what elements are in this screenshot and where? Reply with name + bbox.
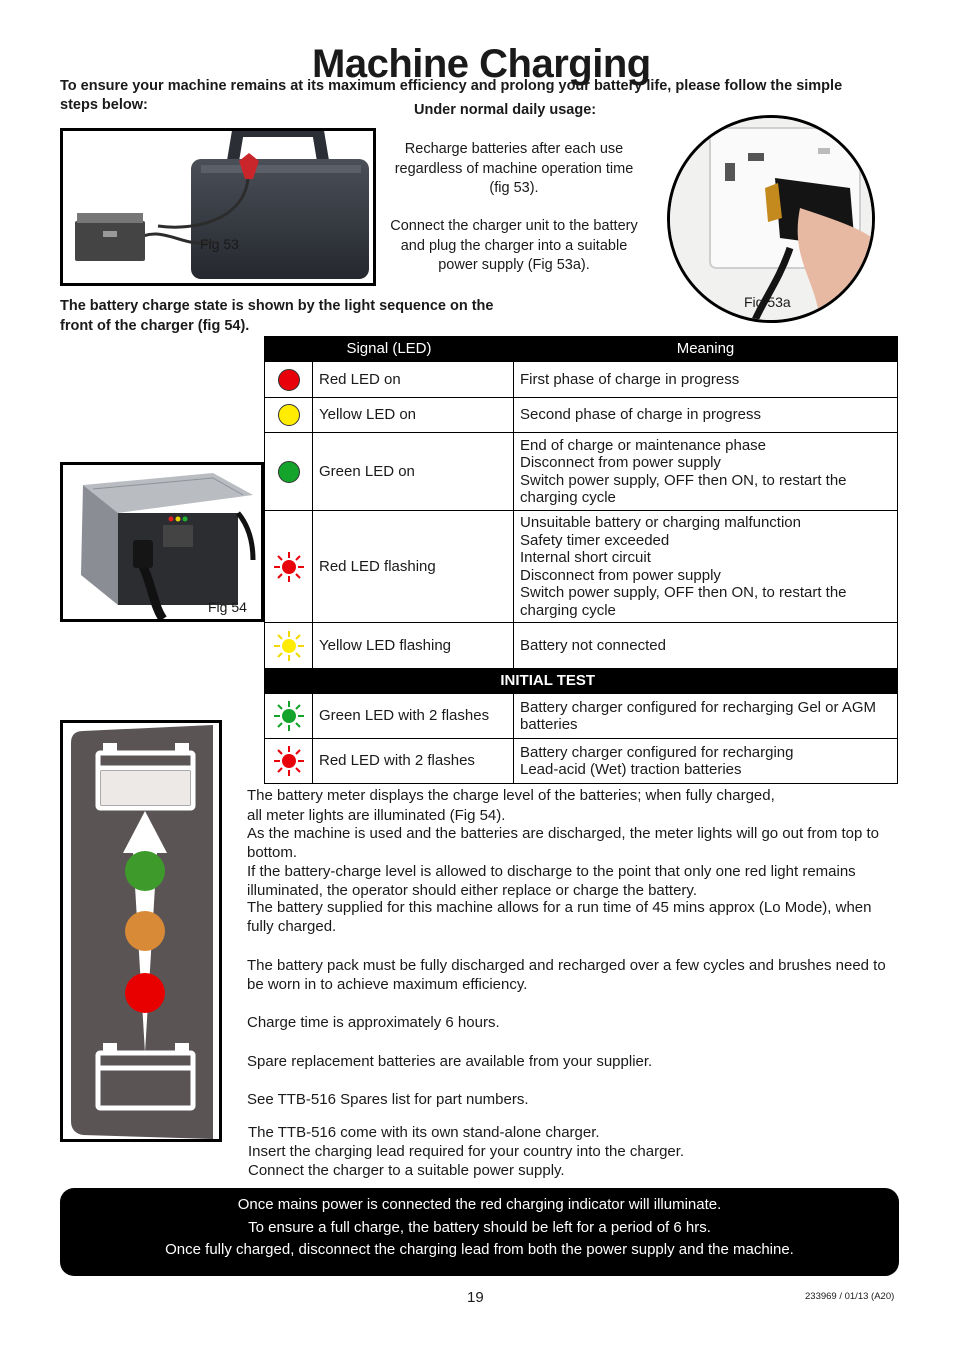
battery-meter-paragraph-4: The battery supplied for this machine allows for a run time of 45 mins approx (Lo Mode), when fully charged. [247, 899, 872, 935]
red-led-icon [278, 369, 300, 391]
battery-meter-paragraph-6: Charge time is approximately 6 hours. [247, 1014, 500, 1031]
fig-53a-image [667, 115, 875, 323]
battery-meter-paragraph-7: Spare replacement batteries are available from your supplier. [247, 1053, 653, 1070]
red-led-flashing-icon [272, 744, 306, 778]
meaning-cell: Unsuitable battery or charging malfunction Safety timer exceeded Internal short circuit Disconnect from power supply Switch power supply, OFF then ON, to restart the charging cycle [514, 511, 898, 623]
signal-cell: Green LED with 2 flashes [313, 694, 514, 739]
plug-socket-illustration [670, 118, 872, 320]
page-title: Machine Charging [312, 42, 651, 86]
battery-meter-paragraph-1: The battery meter displays the charge level of the batteries; when fully charged, [247, 787, 775, 804]
charger-battery-illustration [63, 131, 373, 283]
meaning-cell: Second phase of charge in progress [514, 398, 898, 433]
initial-test-label: INITIAL TEST [313, 669, 898, 694]
table-row [265, 694, 898, 739]
battery-meter-image [60, 720, 222, 1142]
battery-meter-paragraph-2: As the machine is used and the batteries are discharged, the meter lights will go out from top to bottom. [247, 825, 880, 861]
signal-cell: Red LED with 2 flashes [313, 739, 514, 784]
battery-meter-paragraph-5: The battery pack must be fully discharged and recharged over a few cycles and brushes need to be worn in to achieve maximum efficiency. [247, 957, 886, 993]
signal-cell: Yellow LED flashing [313, 623, 514, 669]
battery-meter-paragraph-8: See TTB-516 Spares list for part numbers. [247, 1091, 529, 1108]
signal-cell: Yellow LED on [313, 398, 514, 433]
initial-test-header-row [265, 669, 898, 694]
yellow-led-icon [278, 404, 300, 426]
signal-column-header: Signal (LED) [265, 337, 514, 362]
fig-53-image [60, 128, 376, 286]
battery-meter-illustration [63, 723, 219, 1139]
meaning-cell: Battery charger configured for recharging Lead-acid (Wet) traction batteries [514, 739, 898, 784]
signal-cell: Red LED on [313, 362, 514, 398]
table-row [265, 433, 898, 511]
charging-notice-box [60, 1188, 899, 1276]
table-row [265, 739, 898, 784]
table-row [265, 511, 898, 623]
table-row [265, 362, 898, 398]
red-led-flashing-icon [272, 550, 306, 584]
fig-54-label: Fig 54 [208, 599, 247, 615]
fig-54-image [60, 462, 264, 622]
led-signal-table [264, 336, 898, 784]
battery-meter-paragraph-1b: all meter lights are illuminated (Fig 54). [247, 807, 506, 824]
table-row [265, 398, 898, 433]
yellow-led-flashing-icon [272, 629, 306, 663]
meaning-cell: First phase of charge in progress [514, 362, 898, 398]
fig-53a-label: Fig 53a [744, 294, 791, 310]
meaning-cell: Battery charger configured for recharging Gel or AGM batteries [514, 694, 898, 739]
table-row [265, 623, 898, 669]
charger-step-2: Insert the charging lead required for your country into the charger. [248, 1143, 685, 1160]
signal-cell: Red LED flashing [313, 511, 514, 623]
notice-line-1: Once mains power is connected the red charging indicator will illuminate. [237, 1196, 722, 1213]
green-led-icon [278, 461, 300, 483]
battery-meter-paragraph-3: If the battery-charge level is allowed to discharge to the point that only one red light remains illuminated, the operator should either replace or charge the battery. [247, 863, 856, 899]
charger-step-3: Connect the charger to a suitable power supply. [248, 1162, 565, 1179]
meaning-cell: End of charge or maintenance phase Disconnect from power supply Switch power supply, OFF then ON, to restart the charging cycle [514, 433, 898, 511]
charger-front-illustration [63, 465, 261, 619]
notice-line-3: Once fully charged, disconnect the charging lead from both the power supply and the machine. [165, 1241, 794, 1258]
table-header-row [265, 337, 898, 362]
meaning-column-header: Meaning [514, 337, 898, 362]
charge-state-heading: The battery charge state is shown by the light sequence on the front of the charger (fig 54). [60, 298, 494, 334]
meaning-cell: Battery not connected [514, 623, 898, 669]
page-number: 19 [467, 1289, 484, 1306]
document-reference: 233969 / 01/13 (A20) [805, 1291, 895, 1302]
notice-line-2: To ensure a full charge, the battery should be left for a period of 6 hrs. [248, 1218, 711, 1236]
usage-paragraph-2: Connect the charger unit to the battery and plug the charger into a suitable power supply (Fig 53a). [390, 218, 638, 273]
usage-heading: Under normal daily usage: [414, 102, 597, 118]
green-led-flashing-icon [272, 699, 306, 733]
usage-paragraph-1: Recharge batteries after each use regardless of machine operation time (fig 53). [394, 141, 634, 196]
intro-text: To ensure your machine remains at its maximum efficiency and prolong your battery life, please follow the simple steps below: [60, 78, 843, 113]
charger-step-1: The TTB-516 come with its own stand-alone charger. [248, 1124, 600, 1141]
signal-cell: Green LED on [313, 433, 514, 511]
fig-53-label: Fig 53 [200, 236, 239, 252]
